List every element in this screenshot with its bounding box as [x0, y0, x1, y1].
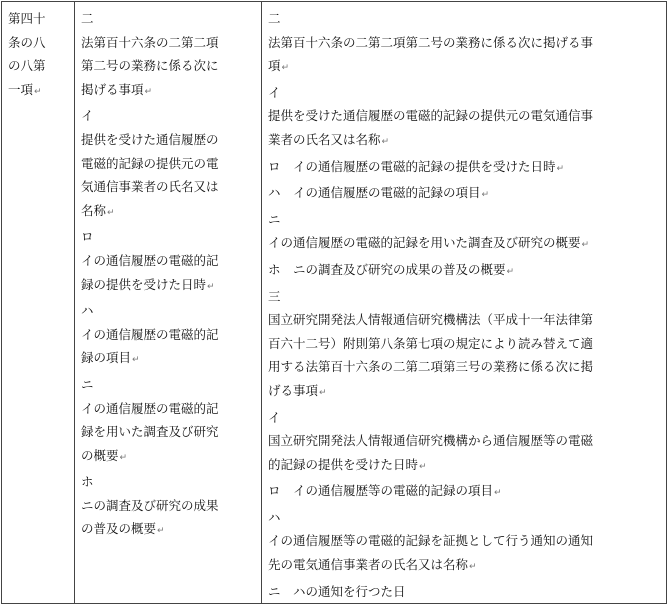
line-text: ハ — [268, 509, 281, 525]
paragraph-mark-icon: ↵ — [207, 281, 215, 292]
right-line — [268, 81, 662, 105]
right-line — [268, 529, 662, 553]
article-cell — [2, 2, 75, 604]
table-row — [2, 2, 667, 604]
middle-line — [81, 323, 257, 347]
right-line — [268, 355, 662, 379]
line-text: ロ イの通信履歴等の電磁的記録の項目 — [268, 483, 494, 499]
line-text: 用する法第百十六条の二第二項第三号の業務に係る次に掲 — [268, 359, 594, 375]
middle-line — [81, 470, 257, 494]
middle-line — [81, 346, 257, 373]
middle-line — [81, 54, 257, 78]
line-text: の普及の概要 — [81, 521, 157, 537]
paragraph-mark-icon: ↵ — [144, 86, 153, 97]
paragraph-mark-icon: ↵ — [556, 163, 565, 174]
right-line — [268, 506, 662, 530]
line-text: 業者の氏名又は名称 — [268, 131, 381, 147]
line-text: 法第百十六条の二第二項 — [81, 34, 219, 50]
right-line — [268, 7, 662, 31]
line-text: 的記録の提供を受けた日時 — [268, 456, 419, 472]
right-line — [268, 332, 662, 356]
line-text: 先の電気通信事業者の氏名又は名称 — [268, 557, 469, 573]
right-cell — [262, 2, 667, 604]
right-line — [268, 406, 662, 430]
line-text: 二 — [268, 11, 281, 26]
line-text: ニ — [268, 211, 281, 227]
paragraph-mark-icon: ↵ — [481, 190, 490, 201]
right-line — [268, 104, 662, 128]
middle-line — [81, 397, 257, 421]
middle-line — [81, 373, 257, 397]
line-text: 録の項目 — [81, 350, 132, 366]
line-text: の概要 — [81, 447, 119, 463]
right-line — [268, 308, 662, 332]
line-text: 条の八 — [8, 34, 46, 50]
line-text: 録を用いた調査及び研究 — [81, 424, 219, 440]
line-text: 国立研究開発法人情報通信研究機構から通信履歴等の電磁 — [268, 433, 594, 449]
paragraph-mark-icon: ↵ — [107, 207, 115, 218]
paragraph-mark-icon: ↵ — [281, 63, 290, 74]
middle-line — [81, 199, 257, 226]
article-line — [8, 7, 70, 31]
middle-line — [81, 444, 257, 471]
middle-line — [81, 152, 257, 176]
article-line — [8, 54, 70, 78]
right-line — [268, 453, 662, 480]
line-text: 国立研究開発法人情報通信研究機構法（平成十一年法律第 — [268, 312, 594, 328]
paragraph-mark-icon: ↵ — [132, 355, 140, 366]
line-text: 第四十 — [8, 11, 46, 26]
right-line — [268, 31, 662, 55]
line-text: 名称 — [81, 202, 107, 218]
line-text: イ — [268, 409, 281, 425]
line-text: 掲げる事項 — [81, 81, 144, 97]
line-text: 気通信事業者の氏名又は — [81, 179, 219, 195]
paragraph-mark-icon: ↵ — [34, 86, 42, 97]
middle-line — [81, 7, 257, 31]
right-line — [268, 479, 662, 506]
paragraph-mark-icon: ↵ — [381, 136, 390, 147]
middle-line — [81, 128, 257, 152]
line-text: 録の提供を受けた日時 — [81, 276, 207, 292]
middle-line — [81, 273, 257, 300]
line-text: 百六十二号）附則第八条第七項の規定により読み替えて適 — [268, 335, 594, 351]
middle-line — [81, 420, 257, 444]
line-text: 二 — [81, 11, 94, 26]
line-text: 提供を受けた通信履歴の — [81, 131, 219, 147]
line-text: 電磁的記録の提供元の電 — [81, 155, 219, 171]
line-text: イの通信履歴の電磁的記録を用いた調査及び研究の概要 — [268, 235, 581, 251]
middle-line — [81, 31, 257, 55]
middle-line — [81, 494, 257, 518]
paragraph-mark-icon: ↵ — [319, 387, 327, 398]
middle-line — [81, 78, 257, 105]
line-text: イ — [81, 108, 94, 124]
line-text: 法第百十六条の二第二項第二号の業務に係る次に掲げる事 — [268, 34, 594, 50]
line-text: ニ ハの通知を行つた日 — [268, 583, 406, 599]
right-line — [268, 379, 662, 406]
paragraph-mark-icon: ↵ — [494, 488, 502, 499]
line-text: ホ ニの調査及び研究の成果の普及の概要 — [268, 261, 506, 277]
line-text: イの通信履歴の電磁的記 — [81, 252, 219, 268]
middle-line — [81, 249, 257, 273]
paragraph-mark-icon: ↵ — [119, 452, 128, 463]
line-text: イ — [268, 84, 281, 100]
line-text: イの通信履歴の電磁的記 — [81, 400, 219, 416]
middle-line — [81, 299, 257, 323]
line-text: 第二号の業務に係る次に — [81, 58, 219, 74]
line-text: ハ イの通信履歴の電磁的記録の項目 — [268, 185, 481, 201]
line-text: ホ — [81, 474, 94, 490]
middle-line — [81, 225, 257, 249]
right-line — [268, 208, 662, 232]
middle-cell — [75, 2, 262, 604]
line-text: ニの調査及び研究の成果 — [81, 497, 219, 513]
paragraph-mark-icon: ↵ — [469, 562, 477, 573]
line-text: ニ — [81, 376, 94, 392]
paragraph-mark-icon: ↵ — [581, 240, 590, 251]
line-text: ハ — [81, 303, 94, 319]
line-text: 一項 — [8, 81, 34, 97]
right-line — [268, 128, 662, 155]
right-line — [268, 181, 662, 208]
right-line — [268, 155, 662, 182]
middle-line — [81, 517, 257, 544]
right-line — [268, 231, 662, 258]
line-text: ロ — [81, 229, 94, 245]
line-text: イの通信履歴の電磁的記 — [81, 326, 219, 342]
paragraph-mark-icon: ↵ — [419, 461, 427, 472]
right-line — [268, 580, 662, 604]
line-text: げる事項 — [268, 382, 319, 398]
line-text: イの通信履歴等の電磁的記録を証拠として行う通知の通知 — [268, 533, 594, 549]
article-line — [8, 78, 70, 105]
line-text: 三 — [268, 288, 281, 304]
middle-line — [81, 175, 257, 199]
right-line — [268, 429, 662, 453]
right-line — [268, 285, 662, 309]
line-text: の八第 — [8, 58, 46, 74]
right-line — [268, 258, 662, 285]
law-table — [1, 1, 667, 604]
line-text: 提供を受けた通信履歴の電磁的記録の提供元の電気通信事 — [268, 108, 594, 124]
paragraph-mark-icon: ↵ — [157, 526, 165, 537]
right-line — [268, 54, 662, 81]
article-line — [8, 31, 70, 55]
paragraph-mark-icon: ↵ — [506, 266, 515, 277]
line-text: ロ イの通信履歴の電磁的記録の提供を受けた日時 — [268, 158, 556, 174]
line-text: 項 — [268, 58, 281, 74]
middle-line — [81, 104, 257, 128]
